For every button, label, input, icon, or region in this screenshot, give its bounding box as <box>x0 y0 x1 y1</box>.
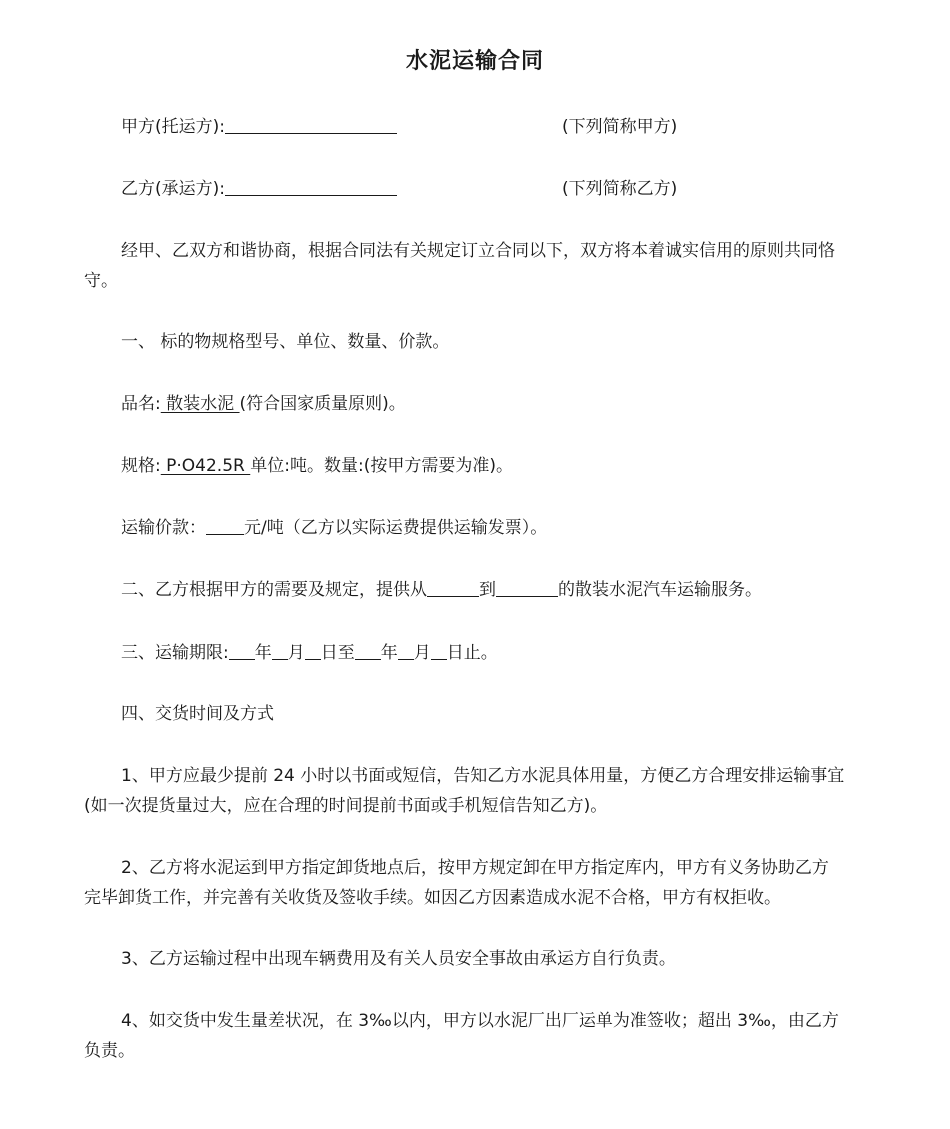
spec-label: 规格: <box>121 456 161 476</box>
item-1-line-2: (如一次提货量过大，应在合理的时间提前书面或手机短信告知乙方)。 <box>84 796 608 816</box>
party-a-line <box>84 112 926 142</box>
party-b-line <box>84 174 926 204</box>
section-1-heading: 一、 标的物规格型号、单位、数量、价款。 <box>121 332 450 352</box>
item-2-line-1: 2、乙方将水泥运到甲方指定卸货地点后，按甲方规定卸在甲方指定库内，甲方有义务协助乙方 <box>121 858 829 878</box>
section-3-line <box>84 638 926 668</box>
party-a-blank <box>225 115 397 134</box>
spec-value: P·O42.5R <box>160 456 251 476</box>
product-name-note: (符合国家质量原则)。 <box>239 394 406 414</box>
section-3-prefix: 三、运输期限: <box>121 643 229 663</box>
spec-unit-qty: 单位:吨。数量:(按甲方需要为准)。 <box>250 456 513 476</box>
party-b-note: (下列简称乙方) <box>562 179 678 199</box>
item-3-line: 3、乙方运输过程中出现车辆费用及有关人员安全事故由承运方自行负责。 <box>121 949 676 969</box>
item-1-line-1: 1、甲方应最少提前 24 小时以书面或短信，告知乙方水泥具体用量，方便乙方合理安排运输事宜 <box>121 766 845 786</box>
section-2-prefix: 二、乙方根据甲方的需要及规定，提供从 <box>121 580 427 600</box>
party-a-note: (下列简称甲方) <box>562 117 678 137</box>
end-day-label: 日止。 <box>446 643 498 663</box>
start-year-blank <box>229 641 255 660</box>
end-day-blank <box>431 641 447 660</box>
start-month-blank <box>272 641 288 660</box>
section-4-heading: 四、交货时间及方式 <box>121 704 274 724</box>
product-name-value: 散装水泥 <box>160 394 240 414</box>
price-label: 运输价款： <box>121 518 206 538</box>
price-unit: 元/吨（乙方以实际运费提供运输发票）。 <box>244 518 548 538</box>
end-year-label: 年 <box>380 643 398 663</box>
product-name-line <box>84 389 926 419</box>
section-2-mid: 到 <box>479 580 496 600</box>
start-month-label: 月 <box>287 643 305 663</box>
to-blank <box>496 578 558 597</box>
document-title: 水泥运输合同 <box>405 49 544 74</box>
price-blank <box>206 516 244 535</box>
product-name-label: 品名: <box>121 394 161 414</box>
end-year-blank <box>355 641 381 660</box>
start-day-label: 日至 <box>320 643 355 663</box>
item-2-line-2: 完毕卸货工作，并完善有关收货及签收手续。如因乙方因素造成水泥不合格，甲方有权拒收。 <box>84 888 781 908</box>
end-month-label: 月 <box>413 643 431 663</box>
party-b-label: 乙方(承运方): <box>121 179 225 199</box>
party-a-label: 甲方(托运方): <box>121 117 225 137</box>
intro-line-1: 经甲、乙双方和谐协商，根据合同法有关规定订立合同以下，双方将本着诚实信用的原则共同恪 <box>121 241 835 261</box>
section-2-line <box>84 575 926 605</box>
intro-line-2: 守。 <box>84 271 118 291</box>
end-month-blank <box>398 641 414 660</box>
start-year-label: 年 <box>254 643 272 663</box>
start-day-blank <box>305 641 321 660</box>
from-blank <box>427 578 479 597</box>
price-line <box>84 513 926 543</box>
party-b-blank <box>225 177 397 196</box>
section-2-suffix: 的散装水泥汽车运输服务。 <box>558 580 762 600</box>
item-4-line-1: 4、如交货中发生量差状况，在 3‰以内，甲方以水泥厂出厂运单为准签收；超出 3‰，由乙方 <box>121 1011 839 1031</box>
item-4-line-2: 负责。 <box>84 1041 135 1061</box>
spec-line <box>84 451 926 481</box>
